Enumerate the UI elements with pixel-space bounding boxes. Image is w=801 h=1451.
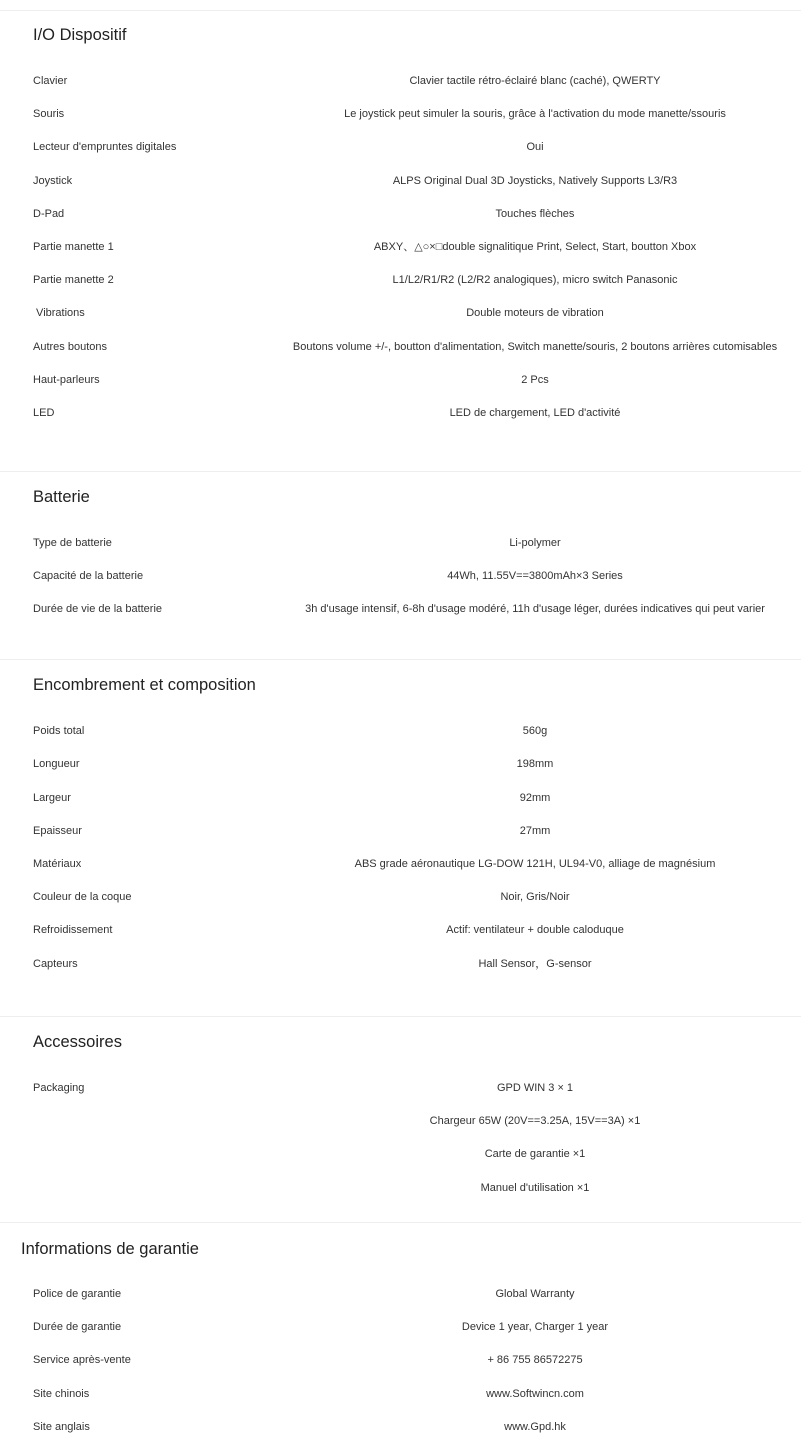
accessory-item: GPD WIN 3 × 1 [496, 1082, 574, 1094]
spec-label-joystick: Joystick [33, 175, 73, 187]
section-divider [0, 1222, 801, 1223]
spec-value-after-sales: + 86 755 86572275 [487, 1354, 583, 1366]
spec-value-largeur: 92mm [519, 792, 551, 804]
spec-label-manette-2: Partie manette 2 [33, 274, 114, 286]
spec-label-manette-1: Partie manette 1 [33, 241, 114, 253]
spec-label-packaging: Packaging [33, 1082, 85, 1094]
spec-label-after-sales: Service après-vente [33, 1354, 131, 1366]
section-divider [0, 659, 801, 660]
spec-label-haut-parleurs: Haut-parleurs [33, 374, 100, 386]
section-title-battery: Batterie [33, 488, 90, 506]
spec-value-site-anglais[interactable]: www.Gpd.hk [504, 1421, 566, 1433]
accessory-item: Chargeur 65W (20V==3.25A, 15V==3A) ×1 [429, 1115, 641, 1127]
spec-value-refroidissement: Actif: ventilateur + double caloduque [446, 924, 624, 936]
spec-value-souris: Le joystick peut simuler la souris, grâce à l'activation du mode manette/ssouris [344, 108, 726, 120]
section-title-dimensions: Encombrement et composition [33, 676, 256, 694]
spec-value-longueur: 198mm [516, 758, 554, 770]
spec-label-largeur: Largeur [33, 792, 71, 804]
spec-value-dpad: Touches flèches [495, 208, 575, 220]
spec-label-site-chinois: Site chinois [33, 1388, 90, 1400]
spec-value-led: LED de chargement, LED d'activité [449, 407, 621, 419]
spec-value-vibrations: Double moteurs de vibration [466, 307, 604, 319]
spec-label-warranty-policy: Police de garantie [33, 1288, 122, 1300]
spec-value-couleur: Noir, Gris/Noir [500, 891, 570, 903]
spec-value-manette-2: L1/L2/R1/R2 (L2/R2 analogiques), micro switch Panasonic [392, 274, 678, 286]
spec-label-souris: Souris [33, 108, 65, 120]
accessory-item: Manuel d'utilisation ×1 [480, 1182, 590, 1194]
spec-value-clavier: Clavier tactile rétro-éclairé blanc (caché), QWERTY [409, 75, 661, 87]
spec-label-site-anglais: Site anglais [33, 1421, 90, 1433]
spec-value-battery-type: Li-polymer [509, 537, 561, 549]
spec-label-dpad: D-Pad [33, 208, 65, 220]
spec-label-autres-boutons: Autres boutons [33, 341, 107, 353]
spec-label-vibrations: Vibrations [33, 307, 85, 319]
spec-value-joystick: ALPS Original Dual 3D Joysticks, Natively Supports L3/R3 [392, 175, 678, 187]
spec-label-refroidissement: Refroidissement [33, 924, 113, 936]
spec-value-warranty-policy: Global Warranty [495, 1288, 575, 1300]
section-title-io: I/O Dispositif [33, 26, 127, 44]
section-title-accessories: Accessoires [33, 1033, 122, 1051]
spec-label-capteurs: Capteurs [33, 958, 78, 970]
spec-label-couleur: Couleur de la coque [33, 891, 132, 903]
spec-value-poids: 560g [522, 725, 548, 737]
spec-label-longueur: Longueur [33, 758, 80, 770]
spec-label-battery-life: Durée de vie de la batterie [33, 603, 163, 615]
spec-value-haut-parleurs: 2 Pcs [521, 374, 549, 386]
spec-label-battery-capacity: Capacité de la batterie [33, 570, 144, 582]
spec-label-materiaux: Matériaux [33, 858, 82, 870]
spec-label-poids: Poids total [33, 725, 85, 737]
spec-value-battery-life: 3h d'usage intensif, 6-8h d'usage modéré, 11h d'usage léger, durées indicatives qui peut varier [305, 603, 765, 615]
spec-value-warranty-duration: Device 1 year, Charger 1 year [461, 1321, 609, 1333]
section-divider [0, 10, 801, 11]
spec-value-capteurs: Hall Sensor，G-sensor [478, 958, 592, 970]
spec-label-empreintes: Lecteur d'empruntes digitales [33, 141, 177, 153]
section-divider [0, 471, 801, 472]
spec-value-materiaux: ABS grade aéronautique LG-DOW 121H, UL94-V0, alliage de magnésium [354, 858, 716, 870]
spec-value-site-chinois[interactable]: www.Softwincn.com [486, 1388, 584, 1400]
accessory-item: Carte de garantie ×1 [484, 1148, 586, 1160]
section-title-warranty: Informations de garantie [21, 1240, 199, 1258]
spec-value-manette-1: ABXY、△○×□double signalitique Print, Select, Start, boutton Xbox [373, 241, 697, 253]
spec-label-epaisseur: Epaisseur [33, 825, 82, 837]
spec-value-autres-boutons: Boutons volume +/-, boutton d'alimentation, Switch manette/souris, 2 boutons arrières cutomisables [292, 341, 778, 353]
section-divider [0, 1016, 801, 1017]
spec-label-battery-type: Type de batterie [33, 537, 112, 549]
spec-label-warranty-duration: Durée de garantie [33, 1321, 122, 1333]
spec-value-battery-capacity: 44Wh, 11.55V==3800mAh×3 Series [447, 570, 623, 582]
spec-label-clavier: Clavier [33, 75, 68, 87]
spec-label-led: LED [33, 407, 55, 419]
spec-value-epaisseur: 27mm [519, 825, 551, 837]
spec-value-empreintes: Oui [526, 141, 544, 153]
